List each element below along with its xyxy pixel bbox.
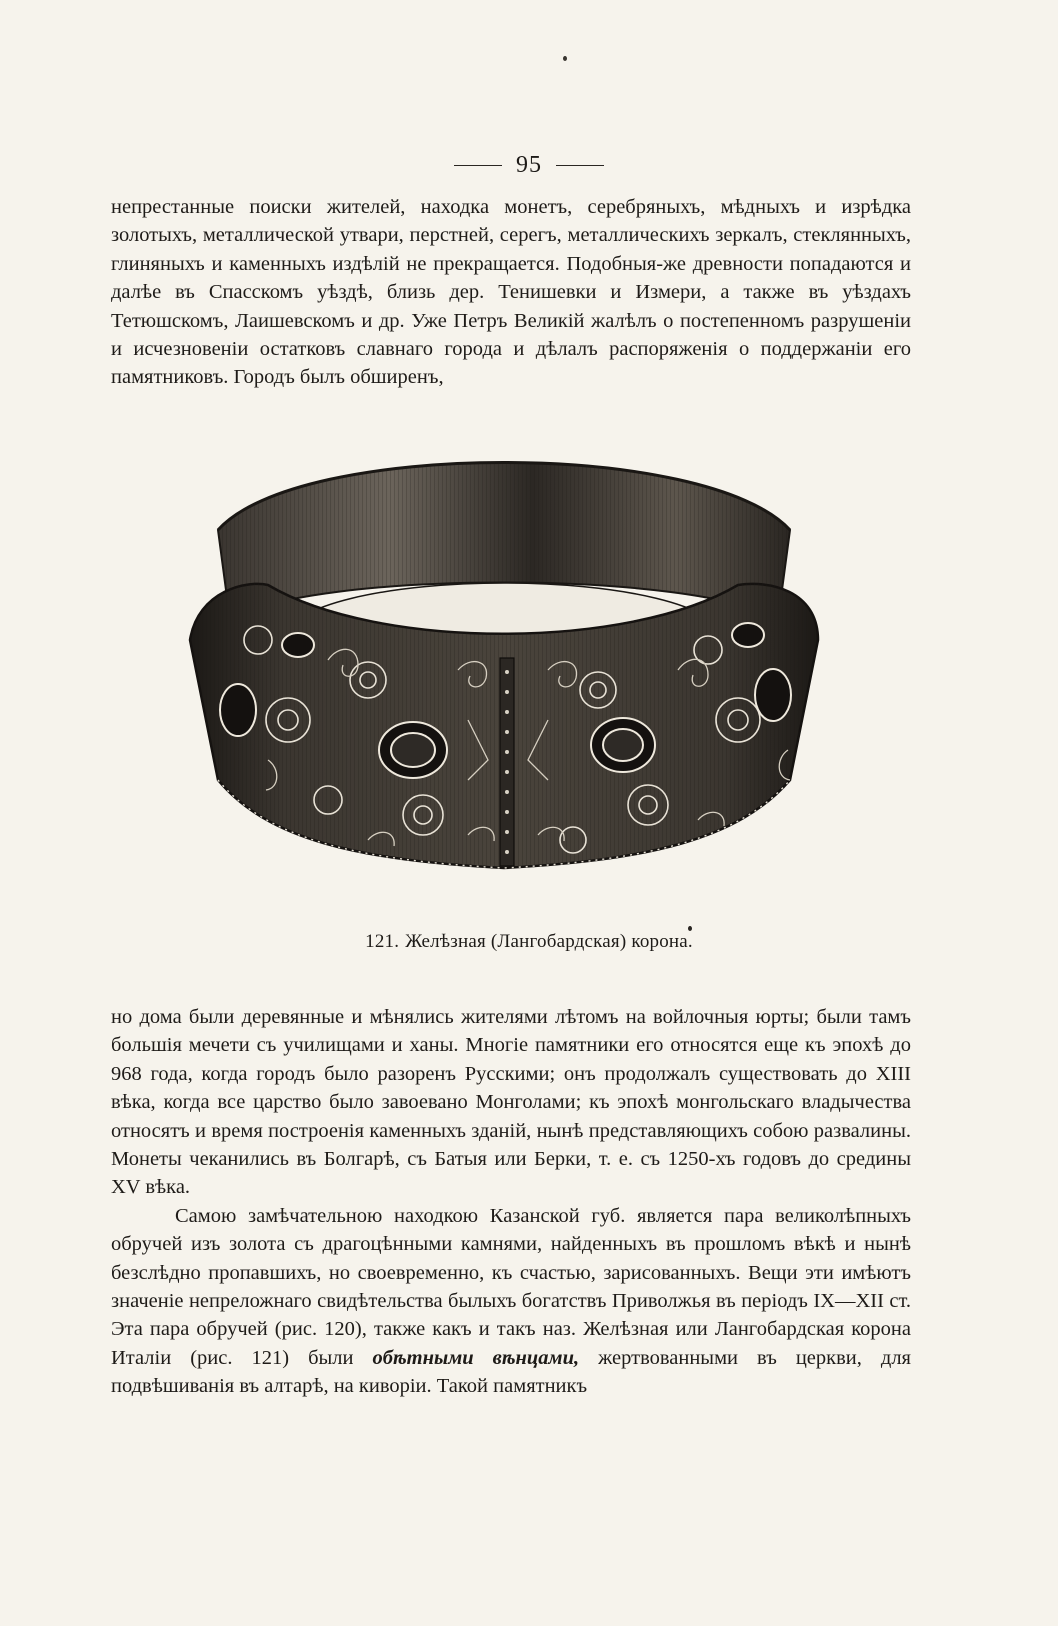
paragraph-hoops-end: жертвованными въ церкви, для подвѣшиванія въ алтарѣ, на киворіи. Такой памятникъ [111,1346,911,1398]
page-number-header [0,152,1058,179]
page-number: 95 [516,152,542,178]
paragraph-hoops [111,1202,911,1401]
body-text-bottom [111,1003,911,1401]
paragraph-hoops-start: Самою замѣчательною находкою Казанской губ. является пара великолѣпныхъ обручей изъ золота съ драгоцѣнными камнями, найденныхъ въ прошломъ вѣкѣ и нынѣ безслѣдно пропавшихъ, но своевременно, къ счастью, зарисованныхъ. Вещи эти имѣютъ значеніе непреложнаго свидѣтельства былыхъ богатствъ Приволжья въ періодъ IX—XII ст. Эта пара обручей (рис. 120), также какъ и такъ наз. Желѣзная или Лангобардская корона Италіи (рис. 121) были [111,1204,911,1369]
figure-number: 121. [365,931,400,952]
figure-caption [0,931,1058,953]
caption-mark [688,926,692,931]
crown-illustration [178,420,828,920]
paragraph-top: непрестанные поиски жителей, находка монетъ, серебряныхъ, мѣдныхъ и изрѣдка золотыхъ, металлической утвари, перстней, серегъ, металлическихъ зеркалъ, стеклянныхъ, глиняныхъ и каменныхъ издѣлій не прекращается. Подобныя-же древности попадаются и далѣе въ Спасскомъ уѣздѣ, близь дер. Тенишевки и Измери, а также въ уѣздахъ Тетюшскомъ, Лаишевскомъ и др. Уже Петръ Великій жалѣлъ о постепенномъ разрушеніи и исчезновеніи остатковъ славнаго города и дѣлалъ распоряженія о поддержаніи его памятниковъ. Городъ былъ обширенъ, [111,196,911,389]
figure-caption-text: Желѣзная (Лангобардская) корона. [405,931,693,952]
folio-rule-left [454,165,502,166]
paragraph-hoops-emphasis: обѣтными вѣнцами, [372,1346,580,1369]
ink-speck [563,56,567,61]
folio-rule-right [556,165,604,166]
body-text-top [111,193,911,392]
paragraph-continuation: но дома были деревянные и мѣнялись жителями лѣтомъ на войлочныя юрты; были тамъ большія мечети съ училищами и ханы. Многіе памятники его относятся еще къ эпохѣ до 968 года, когда городъ было разоренъ Русскими; онъ продолжалъ существовать до XIII вѣка, когда все царство было завоевано Монголами; къ эпохѣ монгольскаго владычества относятъ и время построенія каменныхъ зданій, нынѣ представляющихъ собою развалины. Монеты чеканились въ Болгарѣ, съ Батыя или Берки, т. е. съ 1250-хъ годовъ до средины XV вѣка. [111,1006,911,1199]
